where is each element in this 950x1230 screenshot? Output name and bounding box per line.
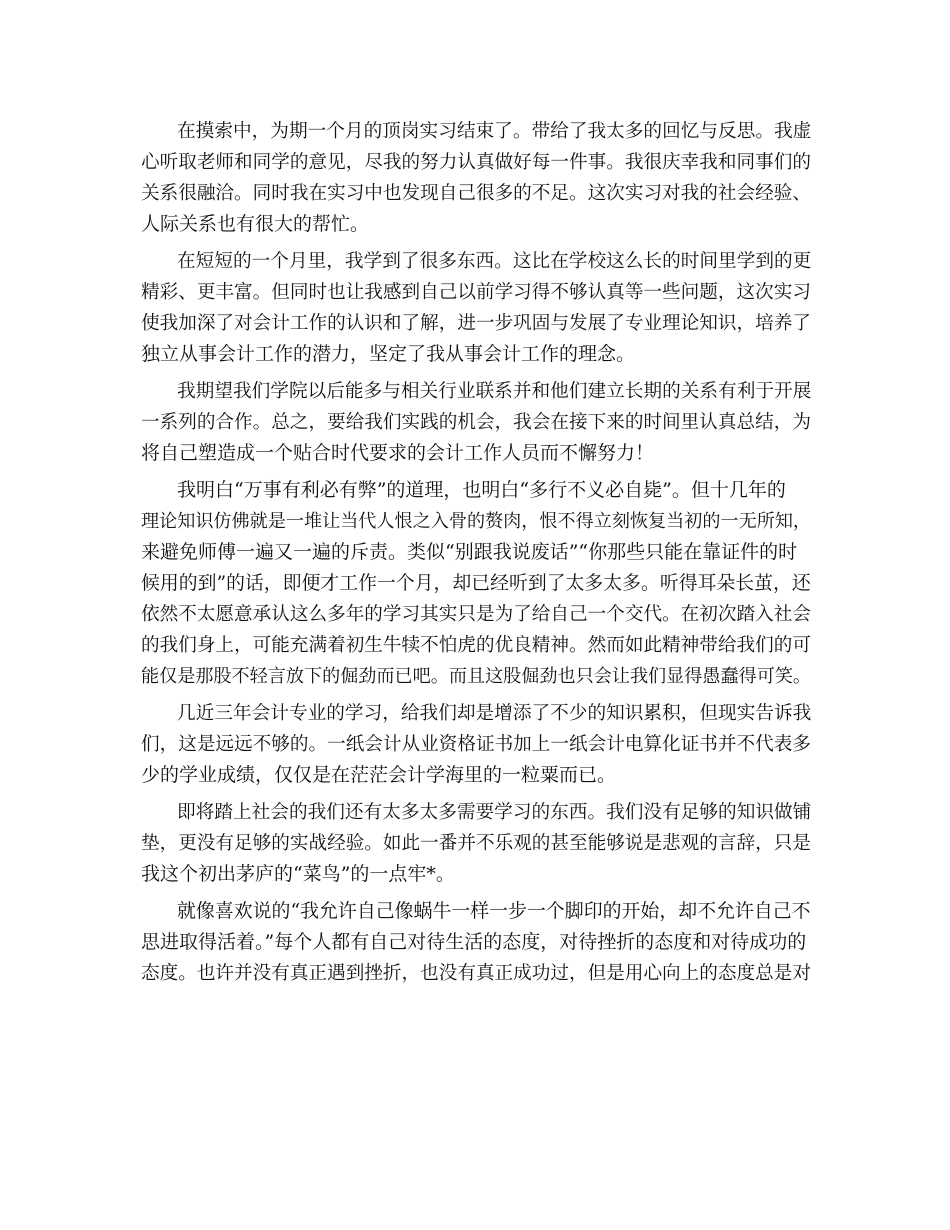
text-line: 来避免师傅一遍又一遍的斥责。类似“别跟我说废话”“你那些只能在靠证件的时 <box>141 541 798 563</box>
text-line: 少的学业成绩，仅仅是在茫茫会计学海里的一粒粟而已。 <box>141 764 617 786</box>
text-line: 即将踏上社会的我们还有太多太多需要学习的东西。我们没有足够的知识做铺 <box>177 802 812 823</box>
text-line: 的我们身上，可能充满着初生牛犊不怕虎的优良精神。然而如此精神带给我们的可 <box>141 635 811 656</box>
text-line: 我期望我们学院以后能多与相关行业联系并和他们建立长期的关系有利于开展 <box>177 381 812 402</box>
text-line: 思进取得活着。”每个人都有自己对待生活的态度，对待挫折的态度和对待成功的 <box>141 931 807 953</box>
text-line: 将自己塑造成一个贴合时代要求的会计工作人员而不懈努力！ <box>141 442 655 464</box>
paragraph <box>141 896 813 989</box>
text-line: 能仅是那股不轻言放下的倔劲而已吧。而且这股倔劲也只会让我们显得愚蠢得可笑。 <box>141 666 812 687</box>
text-line: 独立从事会计工作的潜力，坚定了我从事会计工作的理念。 <box>141 343 636 365</box>
document-body <box>141 116 813 995</box>
paragraph <box>141 116 813 240</box>
text-line: 几近三年会计专业的学习，给我们却是增添了不少的知识累积，但现实告诉我 <box>177 703 812 724</box>
text-line: 一系列的合作。总之，要给我们实践的机会，我会在接下来的时间里认真总结，为 <box>141 412 811 433</box>
text-line: 在摸索中，为期一个月的顶岗实习结束了。带给了我太多的回忆与反思。我虚 <box>177 121 812 142</box>
text-line: 使我加深了对会计工作的认识和了解，进一步巩固与发展了专业理论知识，培养了 <box>141 313 811 334</box>
paragraph <box>141 698 813 791</box>
text-line: 理论知识仿佛就是一堆让当代人恨之入骨的赘肉，恨不得立刻恢复当初的一无所知， <box>141 511 812 532</box>
paragraph <box>141 797 813 890</box>
text-line: 们，这是远远不够的。一纸会计从业资格证书加上一纸会计电算化证书并不代表多 <box>141 734 811 755</box>
text-line: 在短短的一个月里，我学到了很多东西。这比在学校这么长的时间里学到的更 <box>177 251 812 272</box>
text-line: 态度。也许并没有真正遇到挫折，也没有真正成功过，但是用心向上的态度总是对 <box>141 963 811 984</box>
text-line: 垫，更没有足够的实战经验。如此一番并不乐观的甚至能够说是悲观的言辞，只是 <box>141 833 811 854</box>
text-line: 心听取老师和同学的意见，尽我的努力认真做好每一件事。我很庆幸我和同事们的 <box>141 152 811 173</box>
text-line: 我这个初出茅庐的“菜鸟”的一点牢*。 <box>141 863 455 885</box>
text-line: 精彩、更丰富。但同时也让我感到自己以前学习得不够认真等一些问题，这次实习 <box>141 282 811 303</box>
paragraph <box>141 475 813 692</box>
text-line: 就像喜欢说的“我允许自己像蜗牛一样一步一个脚印的开始，却不允许自己不 <box>177 900 811 922</box>
text-line: 关系很融洽。同时我在实习中也发现自己很多的不足。这次实习对我的社会经验、 <box>141 183 811 204</box>
paragraph <box>141 376 813 469</box>
paragraph <box>141 246 813 370</box>
text-line: 我明白“万事有利必有弊”的道理，也明白“多行不义必自毙”。但十几年的 <box>177 479 786 501</box>
text-line: 人际关系也有很大的帮忙。 <box>141 213 370 235</box>
text-line: 候用的到”的话，即便才工作一个月，却已经听到了太多太多。听得耳朵长茧，还 <box>141 572 811 594</box>
text-line: 依然不太愿意承认这么多年的学习其实只是为了给自己一个交代。在初次踏入社会 <box>141 604 811 625</box>
